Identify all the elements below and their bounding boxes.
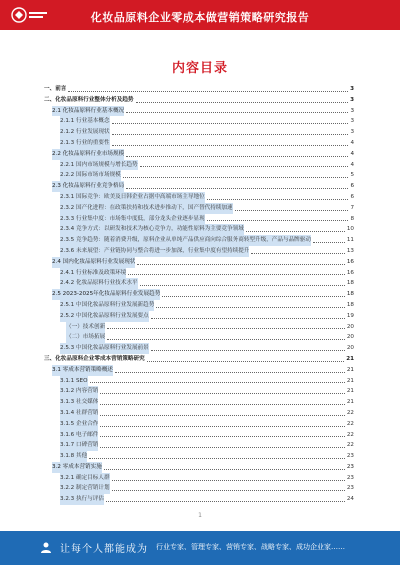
toc-leader-dots xyxy=(251,253,344,254)
toc-leader-dots xyxy=(140,166,349,167)
toc-entry-label: （二）市场拓展 xyxy=(66,332,105,343)
toc-entry-label: 3.1 零成本营销策略概述 xyxy=(52,365,113,376)
toc-entry-label: 2.3.4 竞争方式：以研发和技术为核心竞争力，功能性原料为主要竞争领域 xyxy=(60,224,244,235)
toc-leader-dots xyxy=(106,501,345,502)
toc-entry-label: 2.4.2 化妆品原料行业技术水平 xyxy=(60,278,138,289)
toc-entry-label: 3.1.5 企业合作 xyxy=(60,419,98,430)
toc-leader-dots xyxy=(112,145,349,146)
toc-entry[interactable] xyxy=(44,127,354,138)
toc-entry-label: 2.1.3 行业的重要性 xyxy=(60,138,110,149)
toc-entry-page: 16 xyxy=(346,258,354,265)
toc-leader-dots xyxy=(147,361,345,362)
toc-leader-dots xyxy=(107,328,345,329)
toc-leader-dots xyxy=(112,490,345,491)
toc-entry-page: 23 xyxy=(346,463,354,470)
toc-entry-page: 21 xyxy=(346,399,354,406)
toc-leader-dots xyxy=(136,102,349,103)
toc-entry-label: 2.5.3 中国化妆品原料行业发展前景 xyxy=(60,343,149,354)
toc-entry-page: 24 xyxy=(346,496,354,503)
table-of-contents xyxy=(44,84,354,505)
toc-leader-dots xyxy=(140,285,345,286)
toc-entry[interactable] xyxy=(44,170,354,181)
toc-entry-page: 18 xyxy=(346,301,354,308)
toc-leader-dots xyxy=(68,91,348,92)
toc-entry[interactable] xyxy=(44,224,354,235)
toc-entry[interactable] xyxy=(44,483,354,494)
toc-leader-dots xyxy=(89,458,345,459)
toc-entry[interactable] xyxy=(44,278,354,289)
toc-leader-dots xyxy=(151,350,345,351)
toc-entry[interactable] xyxy=(44,138,354,149)
toc-entry-page: 22 xyxy=(346,420,354,427)
toc-entry-page: 20 xyxy=(346,323,354,330)
toc-entry-label: 2.2.1 国内市场规模与增长趋势 xyxy=(60,160,138,171)
toc-entry-label: 2.4.1 行业标准及政策环境 xyxy=(60,268,126,279)
toc-leader-dots xyxy=(128,274,345,275)
toc-entry-label: 2.3.1 国际竞争：欧美及日韩企业占据中高端市场主导地位 xyxy=(60,192,205,203)
toc-leader-dots xyxy=(112,123,349,124)
toc-entry[interactable] xyxy=(44,84,354,95)
toc-leader-dots xyxy=(90,382,345,383)
toc-leader-dots xyxy=(207,199,349,200)
toc-entry-page: 20 xyxy=(346,345,354,352)
toc-entry[interactable] xyxy=(44,462,354,473)
toc-entry[interactable] xyxy=(44,419,354,430)
toc-entry-label: 2.3.6 未来展望：产业链协同与整合将进一步加深，行业集中度有望持续提升 xyxy=(60,246,249,257)
toc-entry[interactable] xyxy=(44,365,354,376)
toc-entry-page: 6 xyxy=(350,193,354,200)
toc-entry-page: 23 xyxy=(346,485,354,492)
toc-entry-page: 20 xyxy=(346,334,354,341)
toc-entry[interactable] xyxy=(44,332,354,343)
toc-entry[interactable] xyxy=(44,311,354,322)
toc-entry-page: 23 xyxy=(346,453,354,460)
toc-entry[interactable] xyxy=(44,343,354,354)
toc-entry-page: 23 xyxy=(346,474,354,481)
toc-entry[interactable] xyxy=(44,181,354,192)
toc-entry-label: 3.2 零成本营销实施 xyxy=(52,462,102,473)
toc-leader-dots xyxy=(235,210,349,211)
footer-bar xyxy=(0,531,400,565)
toc-entry[interactable] xyxy=(44,289,354,300)
toc-entry[interactable] xyxy=(44,430,354,441)
toc-entry[interactable] xyxy=(44,322,354,333)
toc-entry-page: 22 xyxy=(346,442,354,449)
toc-entry-page: 21 xyxy=(346,355,354,362)
toc-entry[interactable] xyxy=(44,494,354,505)
toc-entry[interactable] xyxy=(44,300,354,311)
toc-entry-page: 8 xyxy=(350,215,354,222)
toc-leader-dots xyxy=(112,480,345,481)
toc-entry[interactable] xyxy=(44,235,354,246)
toc-entry-page: 18 xyxy=(346,280,354,287)
toc-entry[interactable] xyxy=(44,397,354,408)
toc-entry-page: 18 xyxy=(346,291,354,298)
toc-leader-dots xyxy=(246,231,345,232)
toc-leader-dots xyxy=(151,318,345,319)
toc-entry-page: 3 xyxy=(350,86,354,92)
toc-leader-dots xyxy=(126,188,348,189)
toc-leader-dots xyxy=(313,242,345,243)
toc-entry-page: 13 xyxy=(346,247,354,254)
toc-leader-dots xyxy=(100,415,344,416)
toc-entry-label: 2.3 化妆品原料行业竞争格局 xyxy=(52,181,124,192)
toc-leader-dots xyxy=(107,339,345,340)
toc-entry-label: 2.1.1 行业基本概念 xyxy=(60,116,110,127)
toc-entry[interactable] xyxy=(44,214,354,225)
toc-leader-dots xyxy=(123,177,349,178)
toc-entry[interactable] xyxy=(44,192,354,203)
toc-entry-page: 7 xyxy=(350,204,354,211)
toc-entry-page: 4 xyxy=(350,139,354,146)
toc-leader-dots xyxy=(112,134,349,135)
toc-entry[interactable] xyxy=(44,149,354,160)
toc-entry[interactable] xyxy=(44,116,354,127)
toc-leader-dots xyxy=(162,296,345,297)
header-bar xyxy=(0,0,400,30)
toc-entry[interactable] xyxy=(44,354,354,365)
toc-entry-label: 2.1 化妆品原料行业基本概况 xyxy=(52,106,124,117)
toc-entry-label: 3.2.2 制定营销计划 xyxy=(60,483,110,494)
toc-entry-page: 10 xyxy=(346,226,354,233)
toc-entry-label: 2.3.2 国产化进程：在政策扶持和技术进步推动下，国产替代持续加速 xyxy=(60,203,233,214)
toc-entry-label: 2.3.3 行业集中度：市场集中度低，部分龙头企业逐步显现 xyxy=(60,214,205,225)
toc-leader-dots xyxy=(100,447,344,448)
toc-leader-dots xyxy=(104,469,345,470)
toc-leader-dots xyxy=(100,404,344,405)
toc-entry-page: 16 xyxy=(346,269,354,276)
toc-heading: 内容目录 xyxy=(171,61,228,76)
toc-entry-page: 22 xyxy=(346,409,354,416)
page-number: 1 xyxy=(198,512,202,519)
toc-leader-dots xyxy=(100,393,344,394)
toc-entry-label: 2.5.2 中国化妆品原料行业发展要点 xyxy=(60,311,149,322)
toc-entry-label: 3.1.4 社群营销 xyxy=(60,408,98,419)
toc-entry-label: 3.1.1 SEO xyxy=(60,376,88,387)
toc-leader-dots xyxy=(156,307,345,308)
footer-roles: 行业专家、管理专家、营销专家、战略专家、成功企业家…… xyxy=(156,543,345,551)
toc-leader-dots xyxy=(207,220,349,221)
toc-entry-label: 2.2 化妆品原料行业市场规模 xyxy=(52,149,124,160)
toc-entry-page: 5 xyxy=(350,172,354,179)
toc-entry[interactable] xyxy=(44,268,354,279)
toc-entry-label: 3.1.6 电子邮件 xyxy=(60,430,98,441)
toc-leader-dots xyxy=(115,372,345,373)
toc-entry[interactable] xyxy=(44,95,354,106)
toc-entry-label: 2.4 国内化妆品原料行业发展现状 xyxy=(52,257,135,268)
toc-entry-page: 21 xyxy=(346,388,354,395)
toc-entry-label: 一、前言 xyxy=(44,86,67,92)
toc-leader-dots xyxy=(126,156,348,157)
toc-entry[interactable] xyxy=(44,451,354,462)
toc-entry-label: 3.1.7 口碑营销 xyxy=(60,440,98,451)
toc-leader-dots xyxy=(100,426,344,427)
toc-entry[interactable] xyxy=(44,257,354,268)
toc-entry-page: 4 xyxy=(350,150,354,157)
toc-entry-label: 2.3.5 竞争趋势：随着消费升级，原料企业从单纯产品供应商向综合服务商转型升级，产品与品牌驱动 xyxy=(60,235,311,246)
toc-entry-label: 3.1.3 社交媒体 xyxy=(60,397,98,408)
toc-entry-label: 2.1.2 行业发展现状 xyxy=(60,127,110,138)
toc-entry[interactable] xyxy=(44,246,354,257)
toc-entry[interactable] xyxy=(44,440,354,451)
toc-leader-dots xyxy=(100,436,344,437)
toc-entry-label: 3.2.3 执行与评估 xyxy=(60,494,104,505)
toc-entry[interactable] xyxy=(44,376,354,387)
person-icon xyxy=(40,541,52,553)
toc-leader-dots xyxy=(126,112,348,113)
toc-entry[interactable] xyxy=(44,106,354,117)
toc-entry-page: 21 xyxy=(346,366,354,373)
toc-entry-page: 4 xyxy=(350,161,354,168)
toc-entry-label: 二、化妆品原料行业整体分析及趋势 xyxy=(44,96,134,103)
toc-entry-page: 3 xyxy=(350,118,354,125)
toc-entry-page: 3 xyxy=(350,107,354,114)
toc-entry[interactable] xyxy=(44,408,354,419)
toc-entry-label: 3.1.2 内容营销 xyxy=(60,386,98,397)
toc-entry-page: 11 xyxy=(346,237,354,244)
toc-entry-page: 3 xyxy=(350,129,354,136)
toc-entry-label: 2.5 2023-2025年化妆品原料行业发展趋势 xyxy=(52,289,160,300)
toc-leader-dots xyxy=(137,264,344,265)
toc-entry[interactable] xyxy=(44,473,354,484)
toc-entry-label: 三、化妆品原料企业零成本营销策略研究 xyxy=(44,355,145,362)
toc-entry[interactable] xyxy=(44,203,354,214)
toc-entry-label: 2.5.1 中国化妆品原料行业发展新趋势 xyxy=(60,300,154,311)
toc-entry-page: 21 xyxy=(346,377,354,384)
toc-entry-label: 3.2.1 确定目标人群 xyxy=(60,473,110,484)
toc-entry-page: 22 xyxy=(346,431,354,438)
toc-entry-label: 3.1.8 其他 xyxy=(60,451,87,462)
toc-entry-label: （一）技术创新 xyxy=(66,322,105,333)
toc-entry-page: 3 xyxy=(350,96,354,103)
toc-entry-page: 6 xyxy=(350,183,354,190)
footer-slogan: 让每个人都能成为 xyxy=(60,544,148,555)
toc-entry-label: 2.2.2 国际市场市场规模 xyxy=(60,170,121,181)
toc-entry[interactable] xyxy=(44,160,354,171)
toc-entry-page: 19 xyxy=(346,312,354,319)
report-title: 化妆品原料企业零成本做营销策略研究报告 xyxy=(90,11,310,24)
toc-entry[interactable] xyxy=(44,386,354,397)
